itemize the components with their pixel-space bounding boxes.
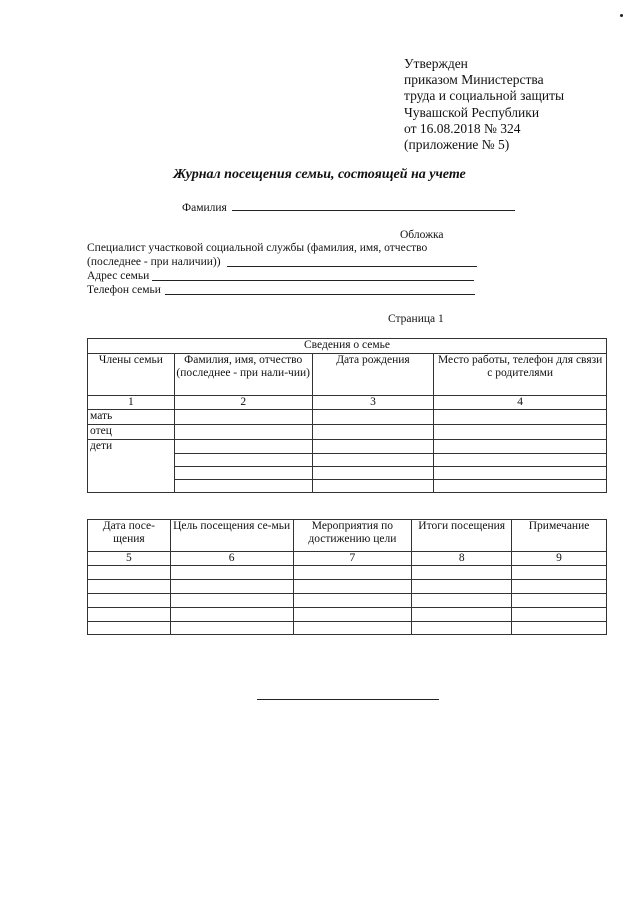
family-cell[interactable] <box>434 410 607 425</box>
visits-cell[interactable] <box>512 622 607 635</box>
visits-cell[interactable] <box>293 608 412 622</box>
family-cell[interactable] <box>174 454 312 467</box>
visits-cell[interactable] <box>88 622 171 635</box>
visits-cell[interactable] <box>512 608 607 622</box>
family-cell[interactable] <box>312 454 434 467</box>
family-cell[interactable] <box>174 410 312 425</box>
approval-line: (приложение № 5) <box>404 137 510 153</box>
visits-cell[interactable] <box>412 594 512 608</box>
visits-cell[interactable] <box>170 622 293 635</box>
family-cell[interactable] <box>434 425 607 440</box>
family-cell[interactable] <box>434 480 607 493</box>
family-cell[interactable] <box>434 440 607 454</box>
family-row-mother: мать <box>88 410 175 425</box>
visits-header-purpose: Цель посещения се-мьи <box>170 520 293 552</box>
visits-cell[interactable] <box>293 622 412 635</box>
visits-cell[interactable] <box>512 566 607 580</box>
address-label: Адрес семьи <box>87 270 150 282</box>
document-title: Журнал посещения семьи, состоящей на учете <box>173 167 466 182</box>
phone-field-line[interactable] <box>165 282 475 295</box>
visits-cell[interactable] <box>170 594 293 608</box>
family-cell[interactable] <box>434 467 607 480</box>
visits-cell[interactable] <box>88 608 171 622</box>
visits-cell[interactable] <box>412 566 512 580</box>
family-header-members: Члены семьи <box>88 354 175 396</box>
approval-line: Чувашской Республики <box>404 104 540 120</box>
family-row-children: дети <box>88 440 175 493</box>
family-header-work: Место работы, телефон для связи с родителями <box>434 354 607 396</box>
visits-cell[interactable] <box>170 580 293 594</box>
family-cell[interactable] <box>434 454 607 467</box>
visits-col-number: 9 <box>512 552 607 566</box>
family-cell[interactable] <box>312 467 434 480</box>
visits-cell[interactable] <box>170 566 293 580</box>
family-header-name: Фамилия, имя, отчество (последнее - при нали-чии) <box>174 354 312 396</box>
family-cell[interactable] <box>174 467 312 480</box>
family-cell[interactable] <box>312 480 434 493</box>
visits-header-notes: Примечание <box>512 520 607 552</box>
visits-col-number: 7 <box>293 552 412 566</box>
visits-cell[interactable] <box>88 566 171 580</box>
speck-mark <box>620 14 623 17</box>
cover-label: Обложка <box>400 229 444 241</box>
approval-line: от 16.08.2018 № 324 <box>404 120 521 136</box>
family-table-caption: Сведения о семье <box>88 339 607 354</box>
surname-field-line[interactable] <box>232 198 515 211</box>
visits-cell[interactable] <box>293 594 412 608</box>
approval-block <box>404 56 564 153</box>
visits-cell[interactable] <box>512 580 607 594</box>
family-cell[interactable] <box>312 425 434 440</box>
visits-header-results: Итоги посещения <box>412 520 512 552</box>
family-row-father: отец <box>88 425 175 440</box>
specialist-label-line1: Специалист участковой социальной службы (фамилия, имя, отчество <box>87 242 428 254</box>
family-col-number: 3 <box>312 396 434 410</box>
visits-cell[interactable] <box>293 566 412 580</box>
visits-cell[interactable] <box>293 580 412 594</box>
approval-line: труда и социальной защиты <box>404 88 565 104</box>
family-col-number: 1 <box>88 396 175 410</box>
visits-header-measures: Мероприятия по достижению цели <box>293 520 412 552</box>
visits-cell[interactable] <box>412 622 512 635</box>
specialist-field-line[interactable] <box>227 254 477 267</box>
family-cell[interactable] <box>174 440 312 454</box>
address-field-line[interactable] <box>152 268 474 281</box>
visits-cell[interactable] <box>88 580 171 594</box>
family-col-number: 2 <box>174 396 312 410</box>
visits-cell[interactable] <box>170 608 293 622</box>
family-cell[interactable] <box>174 480 312 493</box>
family-info-table <box>87 338 607 493</box>
visits-col-number: 8 <box>412 552 512 566</box>
specialist-label-line2: (последнее - при наличии)) <box>87 256 221 268</box>
family-header-birthdate: Дата рождения <box>312 354 434 396</box>
visits-col-number: 5 <box>88 552 171 566</box>
closing-separator-line <box>257 698 439 700</box>
surname-label: Фамилия <box>182 202 227 214</box>
visits-cell[interactable] <box>412 580 512 594</box>
visits-header-date: Дата посе-щения <box>88 520 171 552</box>
approval-line: Утвержден <box>404 56 468 71</box>
phone-label: Телефон семьи <box>87 284 161 296</box>
family-cell[interactable] <box>312 410 434 425</box>
approval-line: приказом Министерства <box>404 72 544 88</box>
visits-table <box>87 519 607 635</box>
visits-cell[interactable] <box>512 594 607 608</box>
page-label: Страница 1 <box>388 313 444 325</box>
family-col-number: 4 <box>434 396 607 410</box>
family-cell[interactable] <box>174 425 312 440</box>
visits-cell[interactable] <box>88 594 171 608</box>
visits-col-number: 6 <box>170 552 293 566</box>
visits-cell[interactable] <box>412 608 512 622</box>
family-cell[interactable] <box>312 440 434 454</box>
